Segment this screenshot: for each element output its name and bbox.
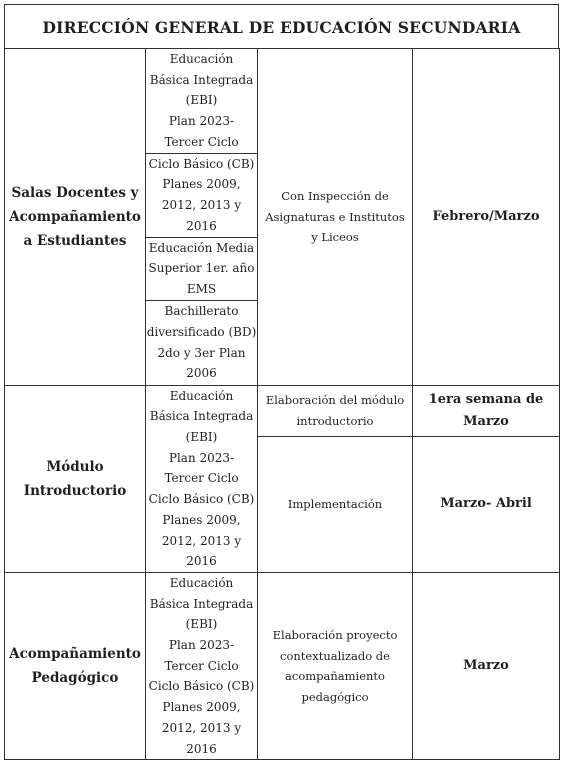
period-cell-marzo-abril: Marzo- Abril	[413, 436, 560, 572]
activity-cell-implementacion: Implementación	[258, 436, 413, 572]
table-row	[5, 572, 560, 759]
section-cell-acompanamiento-pedagogico: Acompañamiento Pedagógico	[5, 572, 146, 759]
table-row	[5, 49, 560, 154]
activity-cell-proyecto-contextualizado: Elaboración proyecto contextualizado de acompañamiento pedagógico	[258, 572, 413, 759]
period-cell-marzo: Marzo	[413, 572, 560, 759]
plan-cell-cb: Ciclo Básico (CB) Planes 2009, 2012, 2013 y 2016	[146, 153, 258, 237]
plan-cell-ebi: Educación Básica Integrada (EBI) Plan 2023- Tercer Ciclo	[146, 49, 258, 154]
activity-cell-inspeccion: Con Inspección de Asignaturas e Institutos y Liceos	[258, 49, 413, 386]
table-row	[5, 385, 560, 436]
plan-cell-ebi-cb: Educación Básica Integrada (EBI) Plan 2023- Tercer Ciclo Ciclo Básico (CB) Planes 2009, 2012, 2013 y 2016	[146, 385, 258, 572]
section-cell-salas-docentes: Salas Docentes y Acompañamiento a Estudiantes	[5, 49, 146, 386]
activity-cell-elaboracion-modulo: Elaboración del módulo introductorio	[258, 385, 413, 436]
period-cell-primera-semana: 1era semana de Marzo	[413, 385, 560, 436]
page-title: DIRECCIÓN GENERAL DE EDUCACIÓN SECUNDARIA	[4, 4, 559, 49]
plan-cell-ebi-cb: Educación Básica Integrada (EBI) Plan 2023- Tercer Ciclo Ciclo Básico (CB) Planes 2009, 2012, 2013 y 2016	[146, 572, 258, 759]
section-cell-modulo-introductorio: Módulo Introductorio	[5, 385, 146, 572]
period-cell-febrero-marzo: Febrero/Marzo	[413, 49, 560, 386]
plan-cell-ems: Educación Media Superior 1er. año EMS	[146, 237, 258, 300]
schedule-table	[4, 48, 560, 760]
plan-cell-bd: Bachillerato diversificado (BD) 2do y 3er Plan 2006	[146, 300, 258, 385]
